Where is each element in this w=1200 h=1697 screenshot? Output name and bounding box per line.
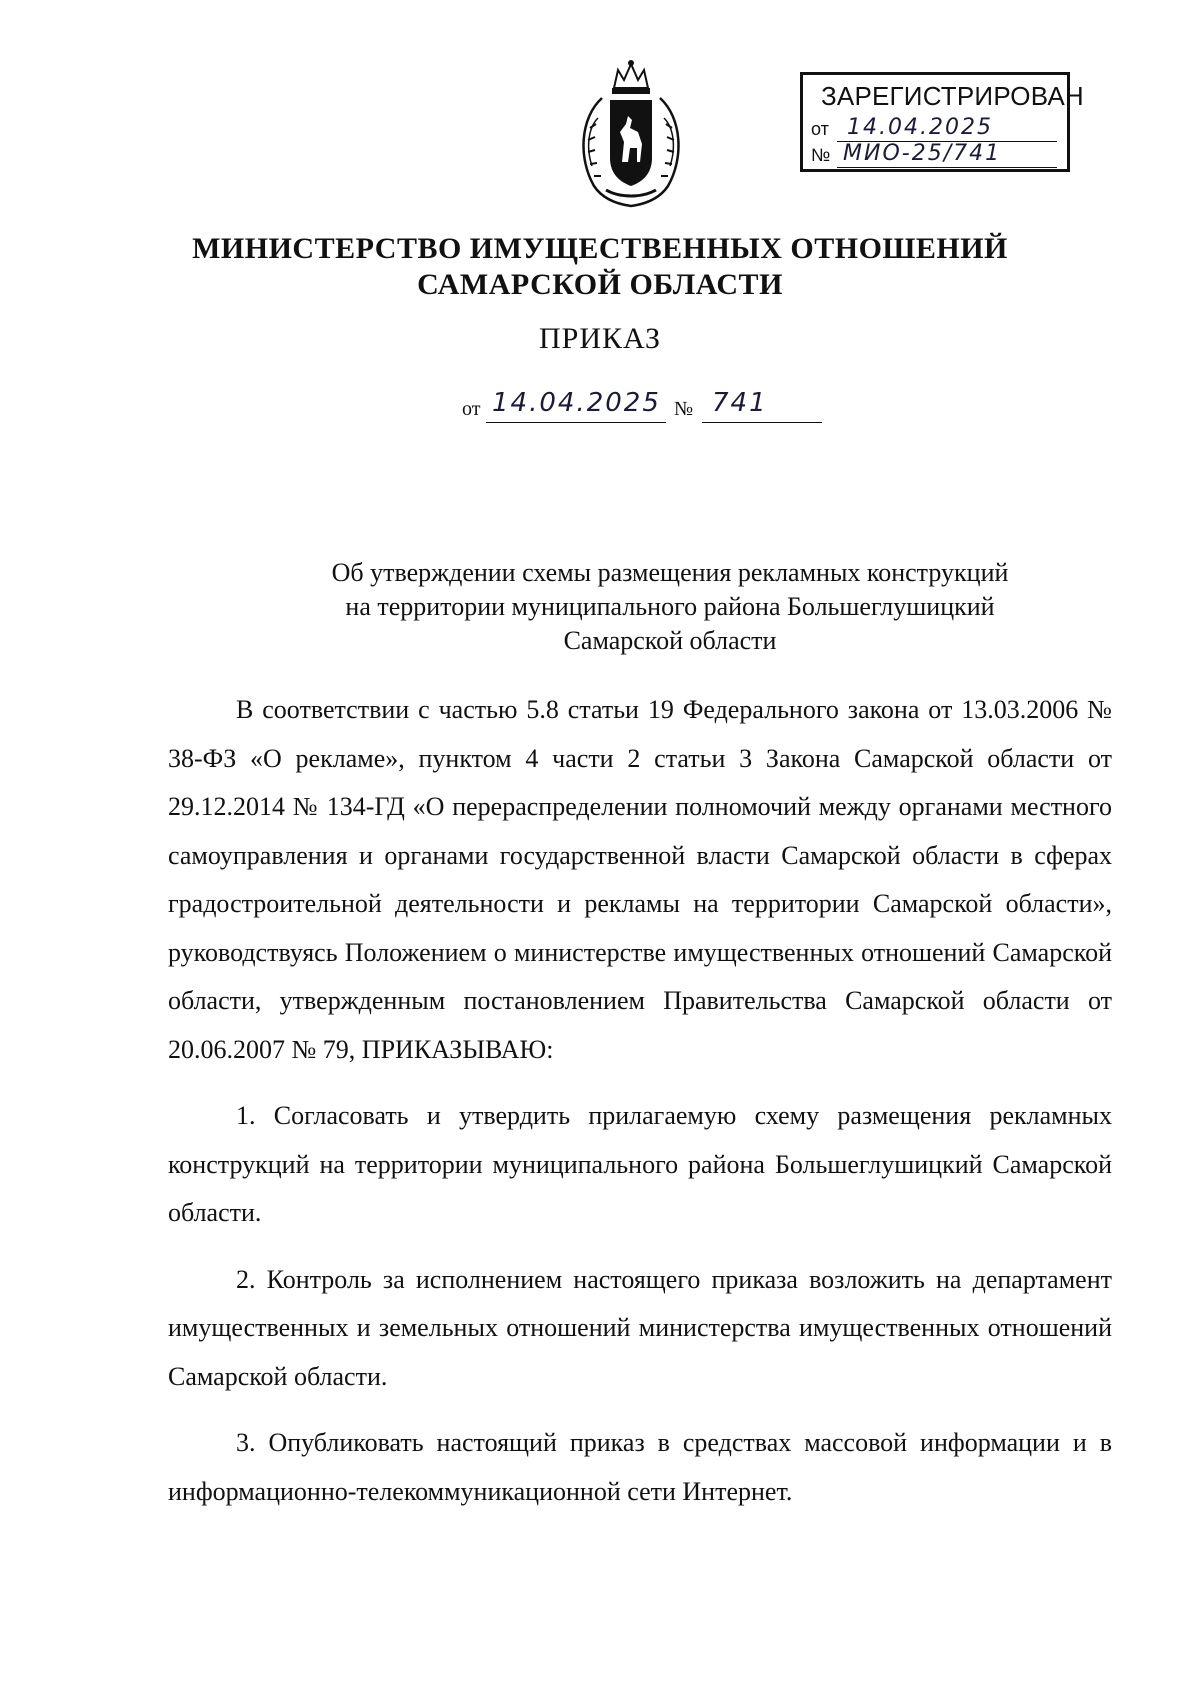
stamp-number-label: № xyxy=(811,145,831,165)
order-number-underline xyxy=(702,422,822,423)
document-type: ПРИКАЗ xyxy=(539,322,661,355)
order-number-value: 741 xyxy=(712,388,768,418)
subject-line3: Самарской области xyxy=(563,626,777,655)
stamp-date-value: 14.04.2025 xyxy=(847,115,993,140)
item-1-paragraph: 1. Согласовать и утвердить прилагаемую схему размещения рекламных конструкций на территории муниципального района Большеглушицкий Самарской области. xyxy=(168,1101,1112,1227)
item-3-paragraph: 3. Опубликовать настоящий приказ в средствах массовой информации и в информационно-телекоммуникационной сети Интернет. xyxy=(168,1428,1112,1506)
ministry-name-line2: САМАРСКОЙ ОБЛАСТИ xyxy=(417,268,783,301)
stamp-number-value: МИО-25/741 xyxy=(843,141,1002,166)
coat-of-arms-icon xyxy=(572,58,690,208)
stamp-title: ЗАРЕГИСТРИРОВАН xyxy=(821,81,1084,111)
order-date-number xyxy=(462,388,822,428)
stamp-number-underline xyxy=(837,167,1057,168)
ministry-name-line1: МИНИСТЕРСТВО ИМУЩЕСТВЕННЫХ ОТНОШЕНИЙ xyxy=(192,232,1008,265)
order-date-label: от xyxy=(462,398,481,420)
subject-line2: на территории муниципального района Большеглушицкий xyxy=(345,592,995,621)
order-date-value: 14.04.2025 xyxy=(492,388,661,418)
order-body xyxy=(168,686,1112,1516)
subject-line1: Об утверждении схемы размещения рекламных конструкций xyxy=(331,558,1009,587)
item-2-paragraph: 2. Контроль за исполнением настоящего приказа возложить на департамент имущественных и земельных отношений министерства имущественных отношений Самарской области. xyxy=(168,1264,1112,1391)
order-subject xyxy=(270,556,1070,658)
order-number-label: № xyxy=(674,398,694,420)
stamp-date-label: от xyxy=(811,119,829,139)
preamble-paragraph: В соответствии с частью 5.8 статьи 19 Федерального закона от 13.03.2006 № 38-ФЗ «О рекламе», пунктом 4 части 2 статьи 3 Закона Самарской области от 29.12.2014 № 134-ГД «О перераспределении полномочий между органами местного самоуправления и органами государственной власти Самарской области в сферах градостроительной деятельности и рекламы на территории Самарской области», руководствуясь Положением о министерстве имущественных отношений Самарской области, утвержденным постановлением Правительства Самарской области от 20.06.2007 № 79, ПРИКАЗЫВАЮ: xyxy=(168,695,1112,1064)
order-date-underline xyxy=(486,422,666,423)
registration-stamp xyxy=(800,72,1084,172)
